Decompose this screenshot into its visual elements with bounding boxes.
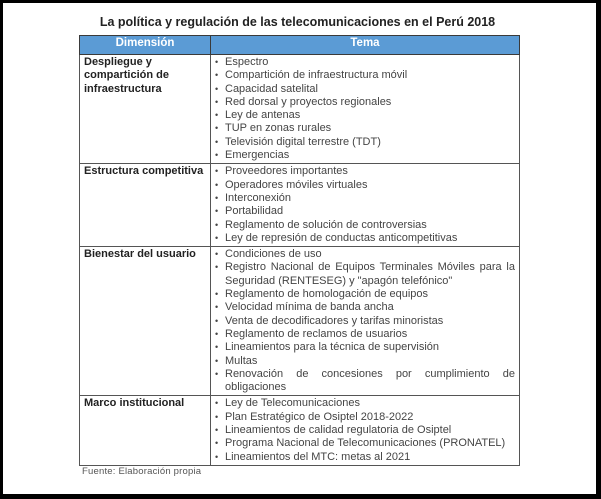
- tema-list: [215, 165, 515, 245]
- policy-table: [79, 35, 520, 466]
- table-row: [80, 247, 520, 396]
- source-note: Fuente: Elaboración propia: [82, 466, 202, 477]
- dimension-cell: Estructura competitiva: [80, 164, 211, 247]
- tema-cell: [211, 164, 520, 247]
- table-row: [80, 164, 520, 247]
- list-item: • Reglamento de solución de controversias: [215, 219, 515, 232]
- list-item: • Lineamientos de calidad regulatoria de Osiptel: [215, 424, 515, 437]
- dimension-cell: Marco institucional: [80, 396, 211, 465]
- list-item: • Espectro: [215, 56, 515, 69]
- list-item: • Reglamento de homologación de equipos: [215, 288, 515, 301]
- list-item: • Compartición de infraestructura móvil: [215, 69, 515, 82]
- tema-list: [215, 397, 515, 463]
- list-item: • Portabilidad: [215, 205, 515, 218]
- list-item: • Plan Estratégico de Osiptel 2018-2022: [215, 411, 515, 424]
- header-row: [80, 36, 520, 55]
- list-item: • Venta de decodificadores y tarifas minoristas: [215, 315, 515, 328]
- list-item: • Red dorsal y proyectos regionales: [215, 96, 515, 109]
- list-item: • Condiciones de uso: [215, 248, 515, 261]
- table-row: [80, 55, 520, 164]
- list-item: • Lineamientos del MTC: metas al 2021: [215, 451, 515, 464]
- list-item: • Proveedores importantes: [215, 165, 515, 178]
- list-item: • Operadores móviles virtuales: [215, 179, 515, 192]
- list-item: • Ley de represión de conductas anticompetitivas: [215, 232, 515, 245]
- list-item: • Ley de antenas: [215, 109, 515, 122]
- list-item: • Televisión digital terrestre (TDT): [215, 136, 515, 149]
- table-row: [80, 396, 520, 465]
- dimension-cell: Despliegue y compartición de infraestructura: [80, 55, 211, 164]
- list-item: • Emergencias: [215, 149, 515, 162]
- list-item: • Multas: [215, 355, 515, 368]
- tema-cell: [211, 247, 520, 396]
- list-item: • Registro Nacional de Equipos Terminales Móviles para la Seguridad (RENTESEG) y "apagón telefónico": [215, 261, 515, 288]
- list-item: • Programa Nacional de Telecomunicaciones (PRONATEL): [215, 437, 515, 450]
- list-item: • Ley de Telecomunicaciones: [215, 397, 515, 410]
- list-item: • Lineamientos para la técnica de supervisión: [215, 341, 515, 354]
- tema-list: [215, 56, 515, 162]
- list-item: • Interconexión: [215, 192, 515, 205]
- list-item: • Reglamento de reclamos de usuarios: [215, 328, 515, 341]
- header-tema: Tema: [211, 36, 520, 55]
- list-item: • Capacidad satelital: [215, 83, 515, 96]
- tema-list: [215, 248, 515, 394]
- header-dimension: Dimensión: [80, 36, 211, 55]
- list-item: • Velocidad mínima de banda ancha: [215, 301, 515, 314]
- table-title: La política y regulación de las telecomunicaciones en el Perú 2018: [99, 15, 496, 29]
- dimension-cell: Bienestar del usuario: [80, 247, 211, 396]
- tema-cell: [211, 55, 520, 164]
- tema-cell: [211, 396, 520, 465]
- list-item: • TUP en zonas rurales: [215, 122, 515, 135]
- list-item: • Renovación de concesiones por cumplimiento de obligaciones: [215, 368, 515, 395]
